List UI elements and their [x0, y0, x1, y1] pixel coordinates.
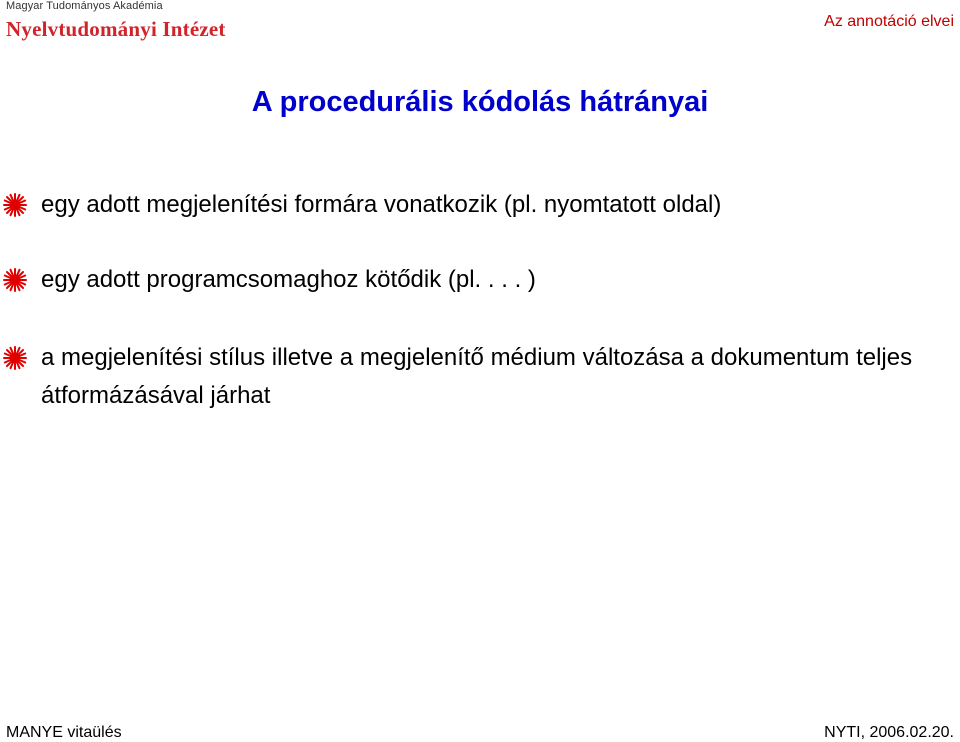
- bullet-text: a megjelenítési stílus illetve a megjelenítő médium változása a dokumentum teljes átformázásával járhat: [41, 344, 913, 409]
- red-asterisk-icon: [3, 346, 27, 370]
- footer-event: MANYE vitaülés: [6, 724, 122, 741]
- footer-date: NYTI, 2006.02.20.: [824, 724, 954, 741]
- red-asterisk-icon: [3, 193, 27, 217]
- section-title: Az annotáció elvei: [824, 13, 954, 30]
- red-asterisk-icon: [3, 268, 27, 292]
- bullet-text: egy adott programcsomaghoz kötődik (pl. . . . ): [41, 266, 536, 293]
- slide-title: A procedurális kódolás hátrányai: [251, 86, 709, 118]
- institute-logo: [6, 0, 226, 41]
- logo-institute-name: Nyelvtudományi Intézet: [6, 17, 226, 41]
- logo-academy-name: Magyar Tudományos Akadémia: [6, 0, 163, 12]
- bullet-text: egy adott megjelenítési formára vonatkozik (pl. nyomtatott oldal): [41, 191, 722, 218]
